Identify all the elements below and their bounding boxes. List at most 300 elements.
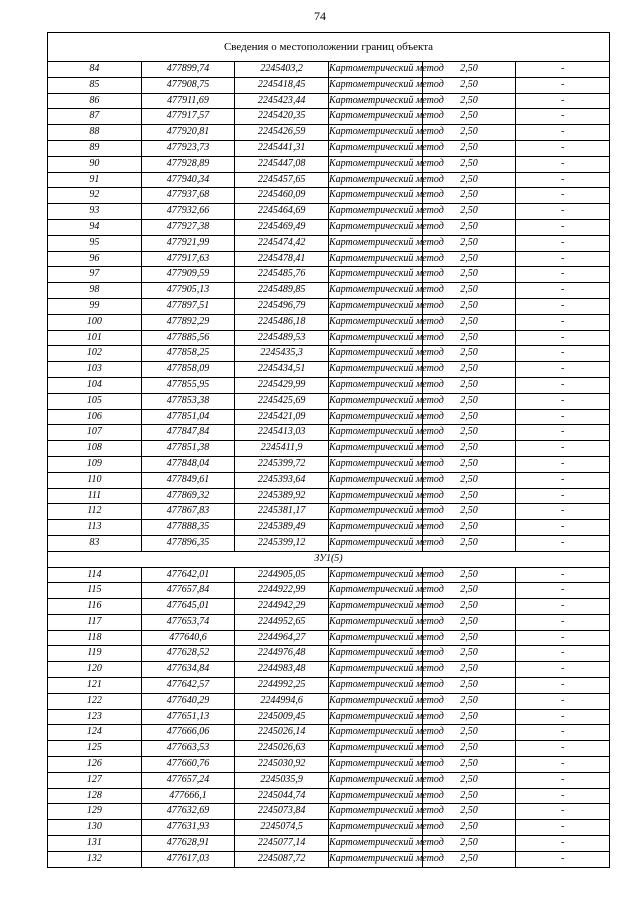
method-cell: Картометрический метод [328, 409, 422, 425]
y-coordinate-cell: 2245381,17 [235, 504, 329, 520]
table-row [48, 520, 610, 536]
y-coordinate-cell: 2245044,74 [235, 788, 329, 804]
description-cell: - [516, 693, 610, 709]
method-cell: Картометрический метод [328, 662, 422, 678]
point-number-cell: 85 [48, 77, 142, 93]
point-number-cell: 112 [48, 504, 142, 520]
x-coordinate-cell: 477640,6 [141, 630, 235, 646]
table-row [48, 251, 610, 267]
x-coordinate-cell: 477932,66 [141, 204, 235, 220]
accuracy-cell: 2,50 [422, 346, 516, 362]
method-cell: Картометрический метод [328, 836, 422, 852]
table-row [48, 646, 610, 662]
point-number-cell: 96 [48, 251, 142, 267]
x-coordinate-cell: 477628,52 [141, 646, 235, 662]
y-coordinate-cell: 2244942,29 [235, 599, 329, 615]
table-row [48, 425, 610, 441]
x-coordinate-cell: 477899,74 [141, 62, 235, 78]
method-cell: Картометрический метод [328, 283, 422, 299]
description-cell: - [516, 772, 610, 788]
point-number-cell: 86 [48, 93, 142, 109]
method-cell: Картометрический метод [328, 472, 422, 488]
x-coordinate-cell: 477858,25 [141, 346, 235, 362]
description-cell: - [516, 535, 610, 551]
x-coordinate-cell: 477888,35 [141, 520, 235, 536]
method-cell: Картометрический метод [328, 567, 422, 583]
point-number-cell: 93 [48, 204, 142, 220]
table-row [48, 346, 610, 362]
description-cell: - [516, 820, 610, 836]
method-cell: Картометрический метод [328, 520, 422, 536]
description-cell: - [516, 567, 610, 583]
point-number-cell: 126 [48, 757, 142, 773]
y-coordinate-cell: 2245399,12 [235, 535, 329, 551]
accuracy-cell: 2,50 [422, 362, 516, 378]
point-number-cell: 90 [48, 156, 142, 172]
x-coordinate-cell: 477651,13 [141, 709, 235, 725]
description-cell: - [516, 662, 610, 678]
accuracy-cell: 2,50 [422, 741, 516, 757]
y-coordinate-cell: 2245434,51 [235, 362, 329, 378]
accuracy-cell: 2,50 [422, 267, 516, 283]
y-coordinate-cell: 2244964,27 [235, 630, 329, 646]
y-coordinate-cell: 2244922,99 [235, 583, 329, 599]
table-row [48, 741, 610, 757]
accuracy-cell: 2,50 [422, 251, 516, 267]
accuracy-cell: 2,50 [422, 678, 516, 694]
point-number-cell: 84 [48, 62, 142, 78]
accuracy-cell: 2,50 [422, 804, 516, 820]
method-cell: Картометрический метод [328, 172, 422, 188]
table-row [48, 630, 610, 646]
accuracy-cell: 2,50 [422, 93, 516, 109]
description-cell: - [516, 614, 610, 630]
x-coordinate-cell: 477634,84 [141, 662, 235, 678]
description-cell: - [516, 362, 610, 378]
y-coordinate-cell: 2245421,09 [235, 409, 329, 425]
x-coordinate-cell: 477917,57 [141, 109, 235, 125]
description-cell: - [516, 330, 610, 346]
description-cell: - [516, 583, 610, 599]
description-cell: - [516, 298, 610, 314]
method-cell: Картометрический метод [328, 156, 422, 172]
method-cell: Картометрический метод [328, 125, 422, 141]
accuracy-cell: 2,50 [422, 583, 516, 599]
table-row [48, 693, 610, 709]
y-coordinate-cell: 2245489,85 [235, 283, 329, 299]
x-coordinate-cell: 477927,38 [141, 219, 235, 235]
method-cell: Картометрический метод [328, 204, 422, 220]
table-row [48, 772, 610, 788]
description-cell: - [516, 125, 610, 141]
description-cell: - [516, 741, 610, 757]
description-cell: - [516, 77, 610, 93]
method-cell: Картометрический метод [328, 93, 422, 109]
table-row [48, 820, 610, 836]
description-cell: - [516, 488, 610, 504]
table-row [48, 488, 610, 504]
x-coordinate-cell: 477631,93 [141, 820, 235, 836]
point-number-cell: 109 [48, 456, 142, 472]
table-row [48, 836, 610, 852]
accuracy-cell: 2,50 [422, 283, 516, 299]
description-cell: - [516, 757, 610, 773]
description-cell: - [516, 725, 610, 741]
point-number-cell: 92 [48, 188, 142, 204]
description-cell: - [516, 804, 610, 820]
x-coordinate-cell: 477851,04 [141, 409, 235, 425]
accuracy-cell: 2,50 [422, 425, 516, 441]
accuracy-cell: 2,50 [422, 188, 516, 204]
method-cell: Картометрический метод [328, 140, 422, 156]
point-number-cell: 128 [48, 788, 142, 804]
accuracy-cell: 2,50 [422, 314, 516, 330]
table-row [48, 583, 610, 599]
x-coordinate-cell: 477937,68 [141, 188, 235, 204]
description-cell: - [516, 283, 610, 299]
description-cell: - [516, 219, 610, 235]
x-coordinate-cell: 477885,56 [141, 330, 235, 346]
method-cell: Картометрический метод [328, 820, 422, 836]
y-coordinate-cell: 2245485,76 [235, 267, 329, 283]
y-coordinate-cell: 2245486,18 [235, 314, 329, 330]
description-cell: - [516, 393, 610, 409]
description-cell: - [516, 409, 610, 425]
table-row [48, 267, 610, 283]
method-cell: Картометрический метод [328, 346, 422, 362]
point-number-cell: 117 [48, 614, 142, 630]
y-coordinate-cell: 2245026,14 [235, 725, 329, 741]
description-cell: - [516, 172, 610, 188]
x-coordinate-cell: 477848,04 [141, 456, 235, 472]
method-cell: Картометрический метод [328, 757, 422, 773]
table-row [48, 93, 610, 109]
point-number-cell: 104 [48, 377, 142, 393]
description-cell: - [516, 599, 610, 615]
x-coordinate-cell: 477858,09 [141, 362, 235, 378]
y-coordinate-cell: 2245403,2 [235, 62, 329, 78]
point-number-cell: 129 [48, 804, 142, 820]
section-header-row [48, 551, 610, 567]
y-coordinate-cell: 2245399,72 [235, 456, 329, 472]
table-row [48, 140, 610, 156]
x-coordinate-cell: 477923,73 [141, 140, 235, 156]
table-row [48, 535, 610, 551]
table-row [48, 757, 610, 773]
description-cell: - [516, 377, 610, 393]
point-number-cell: 124 [48, 725, 142, 741]
accuracy-cell: 2,50 [422, 204, 516, 220]
x-coordinate-cell: 477897,51 [141, 298, 235, 314]
description-cell: - [516, 188, 610, 204]
method-cell: Картометрический метод [328, 251, 422, 267]
description-cell: - [516, 630, 610, 646]
x-coordinate-cell: 477666,06 [141, 725, 235, 741]
point-number-cell: 100 [48, 314, 142, 330]
accuracy-cell: 2,50 [422, 109, 516, 125]
table-row [48, 851, 610, 867]
point-number-cell: 118 [48, 630, 142, 646]
method-cell: Картометрический метод [328, 456, 422, 472]
boundary-coordinates-table [47, 32, 610, 868]
point-number-cell: 119 [48, 646, 142, 662]
y-coordinate-cell: 2245411,9 [235, 441, 329, 457]
y-coordinate-cell: 2244992,25 [235, 678, 329, 694]
method-cell: Картометрический метод [328, 441, 422, 457]
accuracy-cell: 2,50 [422, 520, 516, 536]
accuracy-cell: 2,50 [422, 456, 516, 472]
method-cell: Картометрический метод [328, 298, 422, 314]
table-row [48, 156, 610, 172]
point-number-cell: 113 [48, 520, 142, 536]
y-coordinate-cell: 2245469,49 [235, 219, 329, 235]
method-cell: Картометрический метод [328, 504, 422, 520]
accuracy-cell: 2,50 [422, 235, 516, 251]
y-coordinate-cell: 2245413,03 [235, 425, 329, 441]
table-row [48, 662, 610, 678]
method-cell: Картометрический метод [328, 425, 422, 441]
accuracy-cell: 2,50 [422, 757, 516, 773]
table-row [48, 188, 610, 204]
description-cell: - [516, 346, 610, 362]
y-coordinate-cell: 2245489,53 [235, 330, 329, 346]
method-cell: Картометрический метод [328, 725, 422, 741]
x-coordinate-cell: 477632,69 [141, 804, 235, 820]
y-coordinate-cell: 2245077,14 [235, 836, 329, 852]
section-header: ЗУ1(5) [48, 551, 610, 567]
x-coordinate-cell: 477940,34 [141, 172, 235, 188]
point-number-cell: 120 [48, 662, 142, 678]
point-number-cell: 125 [48, 741, 142, 757]
table-row [48, 377, 610, 393]
point-number-cell: 116 [48, 599, 142, 615]
table-title: Сведения о местоположении границ объекта [48, 33, 610, 62]
accuracy-cell: 2,50 [422, 851, 516, 867]
y-coordinate-cell: 2245441,31 [235, 140, 329, 156]
y-coordinate-cell: 2245447,08 [235, 156, 329, 172]
point-number-cell: 132 [48, 851, 142, 867]
point-number-cell: 111 [48, 488, 142, 504]
page-number: 74 [314, 9, 326, 23]
y-coordinate-cell: 2245464,69 [235, 204, 329, 220]
method-cell: Картометрический метод [328, 362, 422, 378]
table-row [48, 599, 610, 615]
x-coordinate-cell: 477892,29 [141, 314, 235, 330]
accuracy-cell: 2,50 [422, 772, 516, 788]
x-coordinate-cell: 477908,75 [141, 77, 235, 93]
accuracy-cell: 2,50 [422, 709, 516, 725]
y-coordinate-cell: 2245426,59 [235, 125, 329, 141]
x-coordinate-cell: 477657,84 [141, 583, 235, 599]
point-number-cell: 83 [48, 535, 142, 551]
x-coordinate-cell: 477905,13 [141, 283, 235, 299]
description-cell: - [516, 251, 610, 267]
point-number-cell: 130 [48, 820, 142, 836]
table-row [48, 314, 610, 330]
x-coordinate-cell: 477642,57 [141, 678, 235, 694]
accuracy-cell: 2,50 [422, 646, 516, 662]
x-coordinate-cell: 477617,03 [141, 851, 235, 867]
point-number-cell: 87 [48, 109, 142, 125]
y-coordinate-cell: 2245423,44 [235, 93, 329, 109]
point-number-cell: 122 [48, 693, 142, 709]
accuracy-cell: 2,50 [422, 140, 516, 156]
table-row [48, 393, 610, 409]
table-row [48, 62, 610, 78]
point-number-cell: 107 [48, 425, 142, 441]
table-row [48, 709, 610, 725]
x-coordinate-cell: 477849,61 [141, 472, 235, 488]
description-cell: - [516, 156, 610, 172]
x-coordinate-cell: 477847,84 [141, 425, 235, 441]
y-coordinate-cell: 2244905,05 [235, 567, 329, 583]
x-coordinate-cell: 477660,76 [141, 757, 235, 773]
method-cell: Картометрический метод [328, 709, 422, 725]
table-row [48, 235, 610, 251]
method-cell: Картометрический метод [328, 741, 422, 757]
point-number-cell: 94 [48, 219, 142, 235]
description-cell: - [516, 456, 610, 472]
method-cell: Картометрический метод [328, 535, 422, 551]
method-cell: Картометрический метод [328, 62, 422, 78]
description-cell: - [516, 267, 610, 283]
description-cell: - [516, 425, 610, 441]
method-cell: Картометрический метод [328, 804, 422, 820]
point-number-cell: 114 [48, 567, 142, 583]
x-coordinate-cell: 477666,1 [141, 788, 235, 804]
y-coordinate-cell: 2244994,6 [235, 693, 329, 709]
x-coordinate-cell: 477855,95 [141, 377, 235, 393]
x-coordinate-cell: 477867,83 [141, 504, 235, 520]
accuracy-cell: 2,50 [422, 172, 516, 188]
y-coordinate-cell: 2245389,49 [235, 520, 329, 536]
method-cell: Картометрический метод [328, 267, 422, 283]
method-cell: Картометрический метод [328, 630, 422, 646]
y-coordinate-cell: 2245074,5 [235, 820, 329, 836]
description-cell: - [516, 62, 610, 78]
table-row [48, 172, 610, 188]
x-coordinate-cell: 477657,24 [141, 772, 235, 788]
method-cell: Картометрический метод [328, 772, 422, 788]
point-number-cell: 99 [48, 298, 142, 314]
description-cell: - [516, 678, 610, 694]
accuracy-cell: 2,50 [422, 409, 516, 425]
accuracy-cell: 2,50 [422, 535, 516, 551]
description-cell: - [516, 109, 610, 125]
x-coordinate-cell: 477896,35 [141, 535, 235, 551]
point-number-cell: 131 [48, 836, 142, 852]
table-row [48, 441, 610, 457]
point-number-cell: 106 [48, 409, 142, 425]
table-row [48, 804, 610, 820]
accuracy-cell: 2,50 [422, 788, 516, 804]
accuracy-cell: 2,50 [422, 62, 516, 78]
y-coordinate-cell: 2245425,69 [235, 393, 329, 409]
method-cell: Картометрический метод [328, 314, 422, 330]
method-cell: Картометрический метод [328, 614, 422, 630]
method-cell: Картометрический метод [328, 235, 422, 251]
x-coordinate-cell: 477640,29 [141, 693, 235, 709]
table-row [48, 125, 610, 141]
accuracy-cell: 2,50 [422, 125, 516, 141]
description-cell: - [516, 472, 610, 488]
x-coordinate-cell: 477920,81 [141, 125, 235, 141]
point-number-cell: 97 [48, 267, 142, 283]
accuracy-cell: 2,50 [422, 614, 516, 630]
x-coordinate-cell: 477653,74 [141, 614, 235, 630]
x-coordinate-cell: 477663,53 [141, 741, 235, 757]
x-coordinate-cell: 477642,01 [141, 567, 235, 583]
y-coordinate-cell: 2245460,09 [235, 188, 329, 204]
table-row [48, 472, 610, 488]
accuracy-cell: 2,50 [422, 77, 516, 93]
table-row [48, 219, 610, 235]
y-coordinate-cell: 2245087,72 [235, 851, 329, 867]
point-number-cell: 115 [48, 583, 142, 599]
y-coordinate-cell: 2245435,3 [235, 346, 329, 362]
description-cell: - [516, 441, 610, 457]
method-cell: Картометрический метод [328, 599, 422, 615]
x-coordinate-cell: 477911,69 [141, 93, 235, 109]
method-cell: Картометрический метод [328, 109, 422, 125]
y-coordinate-cell: 2245035,9 [235, 772, 329, 788]
method-cell: Картометрический метод [328, 188, 422, 204]
table-row [48, 504, 610, 520]
method-cell: Картометрический метод [328, 678, 422, 694]
accuracy-cell: 2,50 [422, 441, 516, 457]
accuracy-cell: 2,50 [422, 377, 516, 393]
y-coordinate-cell: 2245026,63 [235, 741, 329, 757]
table-row [48, 362, 610, 378]
point-number-cell: 95 [48, 235, 142, 251]
point-number-cell: 103 [48, 362, 142, 378]
y-coordinate-cell: 2245457,65 [235, 172, 329, 188]
accuracy-cell: 2,50 [422, 156, 516, 172]
point-number-cell: 110 [48, 472, 142, 488]
method-cell: Картометрический метод [328, 77, 422, 93]
description-cell: - [516, 204, 610, 220]
y-coordinate-cell: 2245073,84 [235, 804, 329, 820]
x-coordinate-cell: 477917,63 [141, 251, 235, 267]
accuracy-cell: 2,50 [422, 836, 516, 852]
table-row [48, 298, 610, 314]
table-row [48, 330, 610, 346]
method-cell: Картометрический метод [328, 646, 422, 662]
x-coordinate-cell: 477909,59 [141, 267, 235, 283]
method-cell: Картометрический метод [328, 377, 422, 393]
table-row [48, 204, 610, 220]
method-cell: Картометрический метод [328, 219, 422, 235]
point-number-cell: 88 [48, 125, 142, 141]
point-number-cell: 98 [48, 283, 142, 299]
description-cell: - [516, 788, 610, 804]
accuracy-cell: 2,50 [422, 330, 516, 346]
accuracy-cell: 2,50 [422, 662, 516, 678]
point-number-cell: 101 [48, 330, 142, 346]
table-row [48, 788, 610, 804]
description-cell: - [516, 520, 610, 536]
point-number-cell: 123 [48, 709, 142, 725]
x-coordinate-cell: 477869,32 [141, 488, 235, 504]
point-number-cell: 127 [48, 772, 142, 788]
y-coordinate-cell: 2245474,42 [235, 235, 329, 251]
description-cell: - [516, 314, 610, 330]
table-row [48, 678, 610, 694]
table-row [48, 109, 610, 125]
point-number-cell: 89 [48, 140, 142, 156]
method-cell: Картометрический метод [328, 393, 422, 409]
x-coordinate-cell: 477921,99 [141, 235, 235, 251]
